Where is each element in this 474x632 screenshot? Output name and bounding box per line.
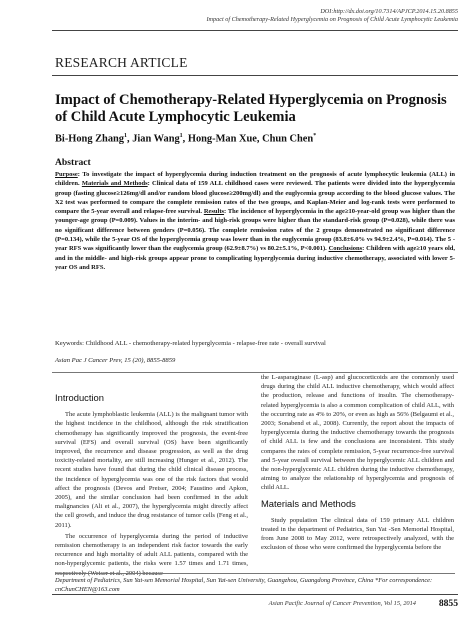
running-title: Impact of Chemotherapy-Related Hyperglycemia on Prognosis of Child Acute Lymphocytic Leukemia	[206, 16, 458, 23]
introduction-paragraph: The occurrence of hyperglycemia during the period of inductive remission chemotherapy is an independent risk factor towards the early recurrence and high mortality of adult ALL patients, compared with the non-hyperglycemic patients, the risks were 1.57 times and 1.71 times, respectively (Weiser et al., 2004) because	[55, 532, 248, 577]
abstract-results-label: Results	[203, 208, 225, 216]
abstract-methods-text: : Clinical data of 159 ALL childhood cases were reviewed. The patients were divided into the hyperglycemia group (fasting glucose≥126mg/dl and/or random blood glucose≥200mg/dl) and the euglycemia group according to the blood glucose values. The X2 test was performed to compare the complete remission rates of the two groups, and Kaplan-Meier and log-rank tests were performed to compare the 5-year overall and relapse-free survival.	[55, 180, 455, 216]
abstract-methods-label: Materials and Methods	[81, 180, 148, 188]
page-number: 8855	[438, 598, 458, 609]
abstract-purpose-label: Purpose	[55, 171, 78, 178]
keywords-line	[55, 339, 455, 348]
author-affiliation-mark: 1	[124, 133, 128, 139]
keywords-label: Keywords:	[55, 340, 84, 347]
abstract-results-text: : The incidence of hyperglycemia in the age≥10-year-old group was higher than the younger-age group (P=0.009). Values in the interim- and high-risk groups were higher than the standard-risk group (P=0.028), while there was no significant difference between genders (P=0.056). The complete remission rates of the 2 groups demonstrated no significant difference (P=0.134), while the 5-year OS of the hyperglycemia group was lower than in the euglycemia group (83.8±6.0% vs 94.9±2.4%, P=0.014). The 5 -year RFS was significantly lower than the euglycemia group (62.9±8.7%) vs 80.2±5.1%, P<0.001).	[55, 208, 455, 253]
article-type-label: RESEARCH ARTICLE	[55, 55, 188, 70]
author-separator: ,	[256, 133, 263, 145]
doi-header	[207, 8, 459, 24]
header-divider	[52, 30, 458, 31]
abstract-heading: Abstract	[55, 157, 91, 168]
author-name: Hong-Man Xue	[187, 133, 257, 145]
author-name: Bi-Hong Zhang	[55, 133, 125, 145]
introduction-paragraph: The acute lymphoblastic leukemia (ALL) is the malignant tumor with the highest incidence in the childhood, although the risk stratification chemotherapy has significantly improved the prognosis, the event-free survival (EFS) and overall survival (OS) have been significantly improved, the recurrence and disease progression, as well as the drug toxicity-related mortality, are still increasing (Hunger et al., 2012). The recent studies have found that during the child clinical disease process, the incidence of hyperglycemia was one of the risk factors that would affect the prognosis (Devos and Preiser, 2004; Faustino and Apkon, 2005), and the similar conclusion had been confirmed in the adult malignancies (Ali et al., 2007), the hyperglycemia might directly affect the cell growth, and induce the drug resistance of tumor cells (Feng et al., 2011).	[55, 411, 248, 529]
author-separator: ,	[127, 133, 133, 145]
author-name: Chun Chen	[262, 133, 314, 145]
author-separator: ,	[182, 133, 188, 145]
author-list	[55, 133, 455, 144]
methods-heading: Materials and Methods	[261, 497, 356, 509]
journal-citation: Asian Pac J Cancer Prev, 15 (20), 8855-8859	[55, 357, 176, 364]
introduction-heading: Introduction	[55, 392, 104, 403]
doi-link[interactable]: DOI:http://dx.doi.org/10.7314/APJCP.2014.15.20.8855	[320, 8, 458, 15]
article-type-divider	[52, 75, 458, 76]
author-name: Jian Wang	[132, 133, 180, 145]
article-title: Impact of Chemotherapy-Related Hyperglycemia on Prognosis of Child Acute Lymphocytic Leukemia	[55, 92, 447, 125]
author-affiliation-mark: 1	[179, 133, 183, 139]
abstract-conclusions-text: : Children with age≥10 years old, and in the middle- and high-risk groups appear prone to complicating hyperglycemia during inductive chemotherapy, associated with lower 5-year OS and RFS.	[55, 245, 455, 271]
methods-paragraph: Study population The clinical data of 159 primary ALL children treated in the department of Pediatrics, Sun Yat -Sen Memorial Hospital, from June 2008 to May 2012, were retrospectively analyzed, with the exclusion of those who were confirmed the hyperglycemia before the	[261, 516, 454, 552]
corresponding-author-mark: *	[313, 133, 317, 139]
abstract-body	[55, 170, 455, 272]
right-column	[261, 373, 454, 555]
affiliation-footnote: Department of Pediatrics, Sun Yat-sen Memorial Hospital, Sun Yat-sen University, Guangzhou, Guangdong Province, China *For correspondence: cnChunCHEN@163.com	[55, 573, 455, 594]
abstract-purpose-text: : To investigate the impact of hyperglycemia during induction treatment on the prognosis of acute lymphocytic leukemia (ALL) in children.	[55, 171, 455, 188]
left-column	[55, 393, 248, 580]
keywords-text: Childhood ALL - chemotherapy-related hyperglycemia - relapse-free rate - overall survival	[83, 340, 326, 347]
footer-journal-name: Asian Pacific Journal of Cancer Prevention, Vol 15, 2014	[268, 600, 416, 607]
body-paragraph: the L-asparaginase (L-asp) and glucocorticoids are the commonly used drugs during the child ALL inductive chemotherapy, which would affect the production, release and functions of insulin. The chemotherapy-related hyperglycemia is also a common complication of child ALL, with the occurring rate as 4% to 20%, or even as high as 56% (Belgaumi et al., 2003; Sonabend et al., 2008). Currently, the report about the impacts of hyperglycemia during the inductive chemotherapy towards the prognosis of child ALL is few and the conclusions are inconsistent. This study compares the rates of complete remission, 5-year recurrence-free survival and 5-year overall survival between the hyperglycemic ALL children and the non-hyperglycemic ALL children during the inductive chemotherapy, aiming to analyze the relationship of hyperglycemia and prognosis of child ALL.	[261, 374, 454, 492]
footer-divider	[52, 594, 458, 595]
abstract-conclusions-label: Conclusions	[328, 245, 363, 253]
